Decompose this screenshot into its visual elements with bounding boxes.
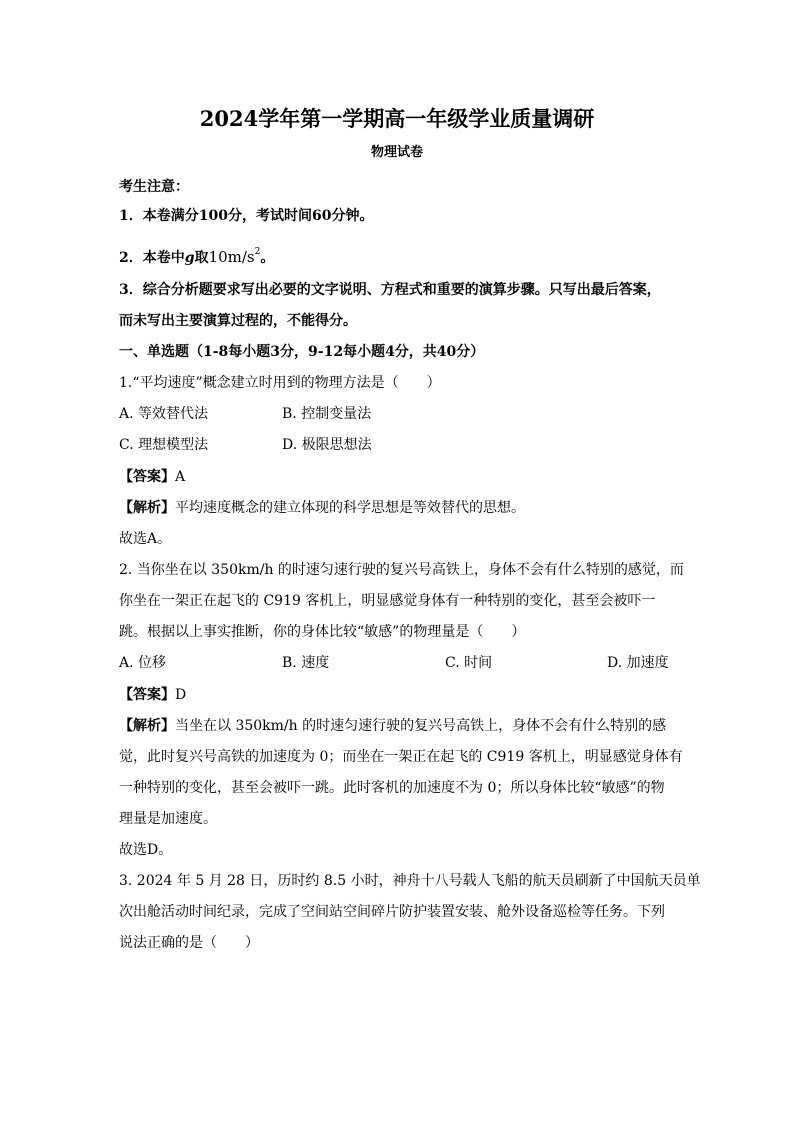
analysis-tag: 【解析】 <box>119 500 175 516</box>
question-2-option-d: D. 加速度 <box>607 655 669 671</box>
question-2-analysis-line-1 <box>119 716 666 736</box>
question-2-analysis-line-4: 理量是加速度。 <box>119 811 217 827</box>
question-1-conclusion: 故选A。 <box>119 531 172 547</box>
notice-item-2: 2．本卷中g取$10m/s^2$。 <box>119 247 275 266</box>
notice-item-1: 1．本卷满分100分，考试时间60分钟。 <box>119 208 374 224</box>
question-1-option-c: C. 理想模型法 <box>119 437 209 453</box>
gravity-value: $10m/s^2$ <box>208 247 261 266</box>
question-1-analysis <box>119 498 525 518</box>
answer-tag: 【答案】 <box>119 469 175 485</box>
answer-tag: 【答案】 <box>119 687 175 703</box>
question-3-stem-line-3: 说法正确的是（ ） <box>119 935 259 951</box>
section-heading: 一、单选题（1-8每小题3分，9-12每小题4分，共40分） <box>119 344 485 360</box>
question-2-analysis-line-3: 一种特别的变化，甚至会被吓一跳。此时客机的加速度不为 0；所以身体比较“敏感”的物 <box>119 780 665 796</box>
question-2-stem-line-1: 2. 当你坐在以 350km/h 的时速匀速行驶的复兴号高铁上，身体不会有什么特别的感觉，而 <box>119 562 684 578</box>
question-2-stem-line-3: 跳。根据以上事实推断，你的身体比较“敏感”的物理量是（ ） <box>119 624 526 640</box>
analysis-text: 当坐在以 350km/h 的时速匀速行驶的复兴号高铁上，身体不会有什么特别的感 <box>175 718 667 734</box>
question-3-stem-line-1: 3. 2024 年 5 月 28 日，历时约 8.5 小时，神舟十八号载人飞船的航天员刷新了中国航天员单 <box>119 873 701 889</box>
question-2-analysis-line-2: 觉，此时复兴号高铁的加速度为 0；而坐在一架正在起飞的 C919 客机上，明显感觉身体有 <box>119 749 683 765</box>
answer-value: A <box>175 469 186 485</box>
question-2-conclusion: 故选D。 <box>119 842 173 858</box>
page-subtitle: 物理试卷 <box>370 145 423 160</box>
gravity-symbol: g <box>184 250 195 266</box>
analysis-text: 平均速度概念的建立体现的科学思想是等效替代的思想。 <box>175 500 525 516</box>
question-3-stem-line-2: 次出舱活动时间纪录，完成了空间站空间碎片防护装置安装、舱外设备巡检等任务。下列 <box>119 904 665 920</box>
question-1-option-a: A. 等效替代法 <box>119 406 209 422</box>
answer-value: D <box>175 687 187 703</box>
question-1-answer <box>119 467 185 487</box>
notice-item-3-line-1: 3．综合分析题要求写出必要的文字说明、方程式和重要的演算步骤。只写出最后答案， <box>119 282 661 298</box>
question-2-option-a: A. 位移 <box>119 655 167 671</box>
page-title: 2024学年第一学期高一年级学业质量调研 <box>199 106 595 131</box>
question-2-answer <box>119 685 186 705</box>
question-2-option-c: C. 时间 <box>445 655 493 671</box>
question-1-option-b: B. 控制变量法 <box>282 406 372 422</box>
notice-heading: 考生注意： <box>119 179 189 195</box>
question-1-option-d: D. 极限思想法 <box>282 437 372 453</box>
analysis-tag: 【解析】 <box>119 718 175 734</box>
notice-item-3-line-2: 而未写出主要演算过程的，不能得分。 <box>119 313 357 329</box>
question-2-option-b: B. 速度 <box>282 655 330 671</box>
question-2-stem-line-2: 你坐在一架正在起飞的 C919 客机上，明显感觉身体有一种特别的变化，甚至会被吓一 <box>119 593 656 609</box>
question-1-stem: 1.“平均速度”概念建立时用到的物理方法是（ ） <box>119 375 441 391</box>
